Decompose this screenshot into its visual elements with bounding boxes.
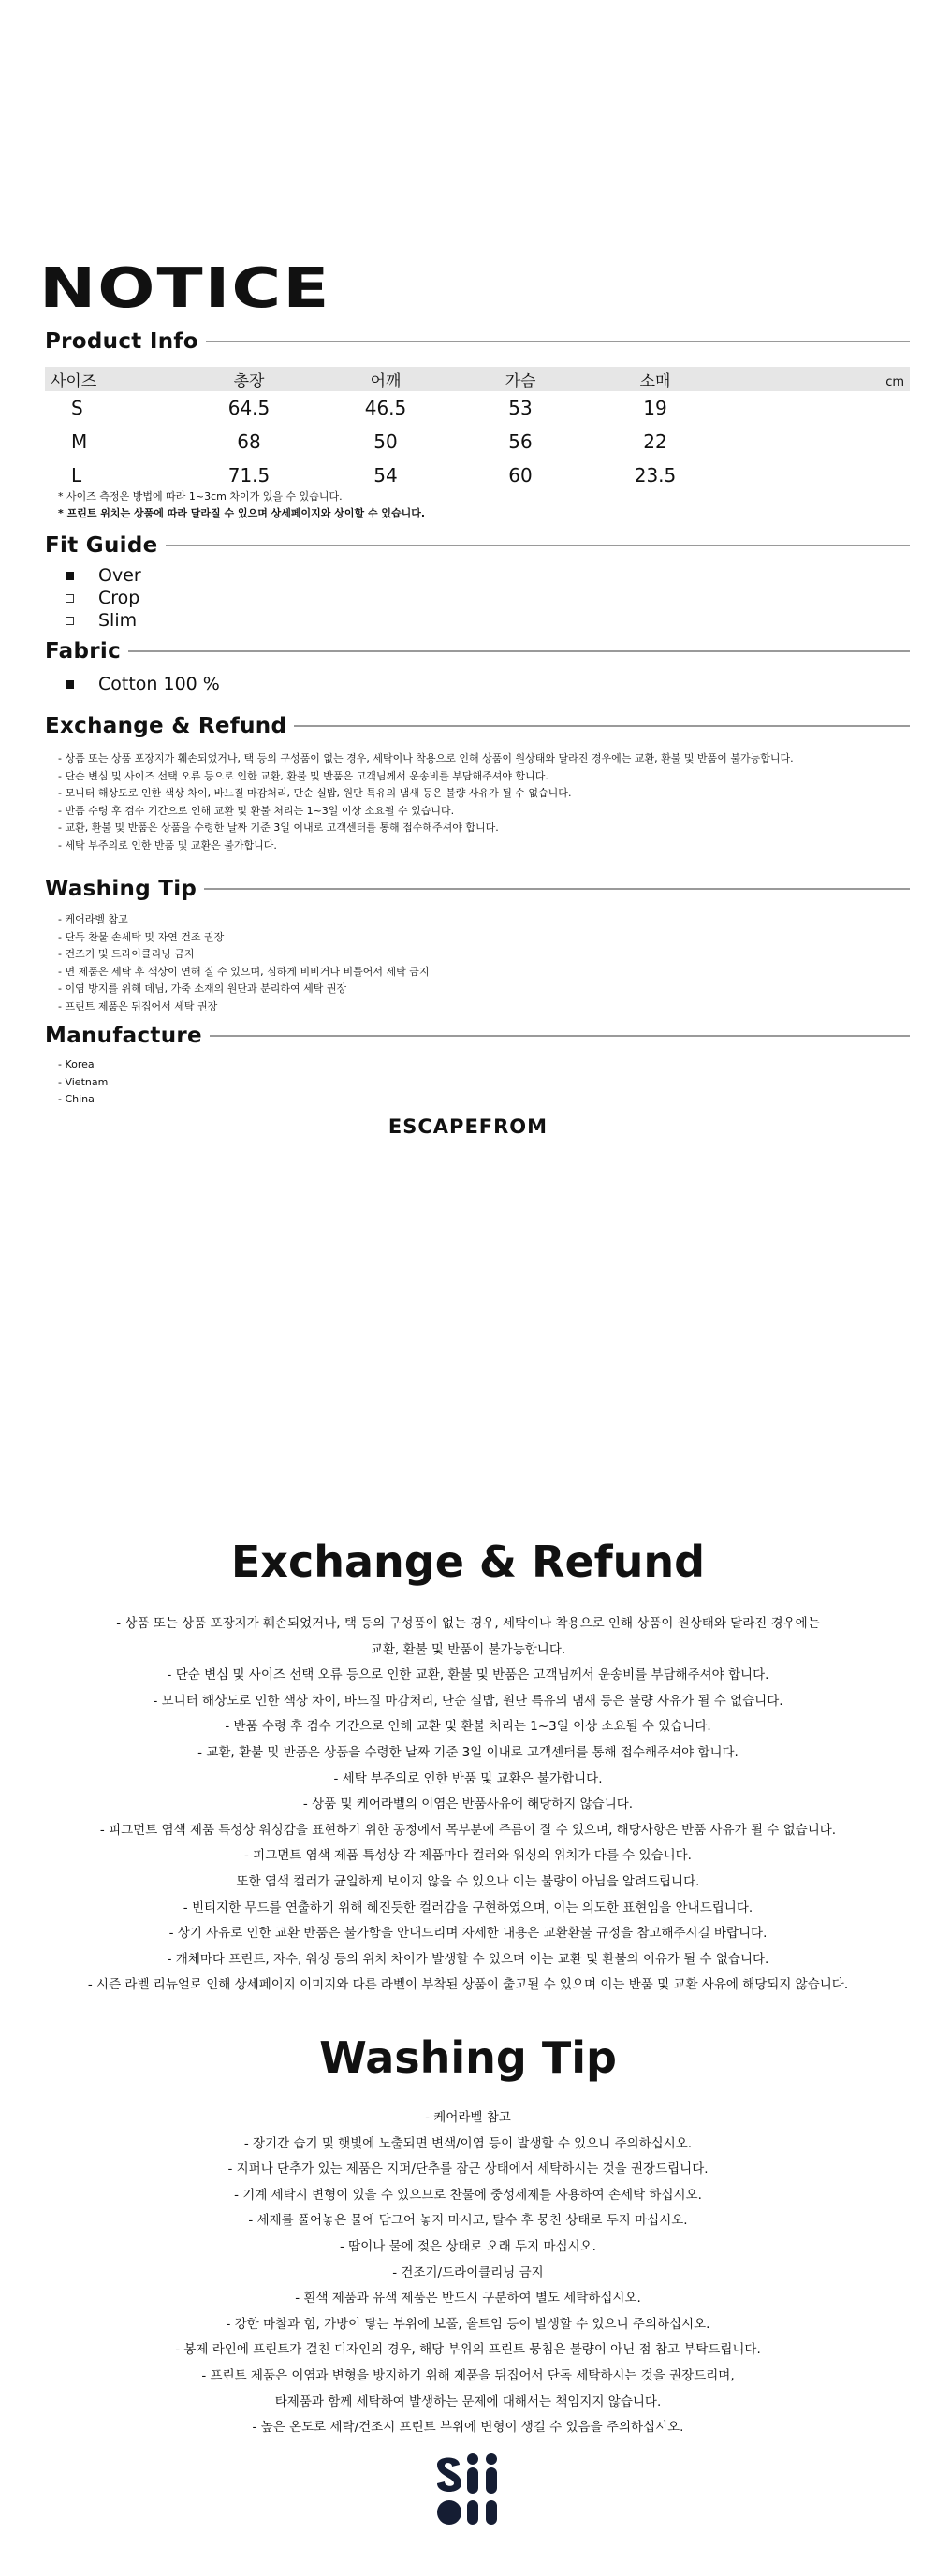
size-cell: S bbox=[71, 397, 83, 419]
fit-label: Over bbox=[98, 565, 141, 586]
checked-square-icon bbox=[66, 572, 74, 580]
list-item: - 장기간 습기 및 햇빛에 노출되면 변색/이염 등이 발생할 수 있으니 주의하십시오. bbox=[243, 2135, 693, 2151]
list-item: - 상품 또는 상품 포장지가 훼손되었거나, 택 등의 구성품이 없는 경우, 세탁이나 착용으로 인해 상품이 원상태와 달라진 경우에는 bbox=[116, 1616, 820, 1631]
size-table bbox=[45, 367, 910, 522]
list-item: - 케어라벨 참고 bbox=[58, 913, 128, 925]
exchange-list bbox=[58, 750, 794, 854]
divider bbox=[204, 888, 910, 890]
size-cell: M bbox=[71, 430, 88, 453]
unchecked-square-icon bbox=[66, 617, 74, 625]
brand-logo-icon bbox=[433, 2452, 503, 2526]
list-item: - 봉제 라인에 프린트가 걸친 디자인의 경우, 해당 부위의 프린트 뭉침은 불량이 아닌 점 참고 부탁드립니다. bbox=[175, 2342, 761, 2358]
fabric-heading bbox=[45, 639, 910, 663]
list-item: - 높은 온도로 세탁/건조시 프린트 부위에 변형이 생길 수 있음을 주의하십시오. bbox=[252, 2420, 684, 2436]
list-item: - Korea bbox=[58, 1058, 95, 1070]
list-item: - 피그먼트 염색 제품 특성상 워싱감을 표현하기 위한 공정에서 목부분에 주름이 질 수 있으며, 해당사항은 반품 사유가 될 수 없습니다. bbox=[99, 1822, 837, 1838]
size-cell: L bbox=[71, 464, 82, 487]
length-cell: 68 bbox=[237, 430, 261, 453]
list-item bbox=[66, 673, 220, 695]
list-item: - 반품 수령 후 검수 기간으로 인해 교환 및 환불 처리는 1~3일 이상 소요될 수 있습니다. bbox=[225, 1719, 711, 1735]
list-item: 또한 염색 컬러가 균일하게 보이지 않을 수 있으나 이는 불량이 아님을 알려드립니다. bbox=[236, 1873, 700, 1889]
unchecked-square-icon bbox=[66, 594, 74, 603]
chest-cell: 56 bbox=[508, 430, 533, 453]
unit-label: cm bbox=[885, 374, 904, 389]
list-item: - 시즌 라벨 리뉴얼로 인해 상세페이지 이미지와 다른 라벨이 부착된 상품이 출고될 수 있으며 이는 반품 및 교환 사유에 해당되지 않습니다. bbox=[87, 1977, 849, 1993]
list-item: - 케어라벨 참고 bbox=[425, 2110, 511, 2125]
exchange-large-title: Exchange & Refund bbox=[230, 1536, 706, 1587]
col-shoulder: 어깨 bbox=[370, 371, 402, 391]
exchange-large-list bbox=[0, 1611, 936, 1999]
list-item: 타제품과 함께 세탁하여 발생하는 문제에 대해서는 책임지지 않습니다. bbox=[274, 2394, 662, 2409]
divider bbox=[206, 341, 910, 342]
fabric-label: Cotton 100 % bbox=[98, 674, 220, 694]
list-item: - 교환, 환불 및 반품은 상품을 수령한 날짜 기준 3일 이내로 고객센터를 통해 접수해주셔야 합니다. bbox=[197, 1744, 739, 1760]
list-item: - Vietnam bbox=[58, 1075, 109, 1088]
divider bbox=[166, 545, 911, 546]
fabric-title: Fabric bbox=[45, 639, 122, 663]
list-item: - 세제를 풀어놓은 물에 담그어 놓지 마시고, 탈수 후 뭉친 상태로 두지 마십시오. bbox=[248, 2213, 688, 2229]
length-cell: 71.5 bbox=[227, 464, 271, 487]
list-item: - 단순 변심 및 사이즈 선택 오류 등으로 인한 교환, 환불 및 반품은 고객님께서 운송비를 부담해주셔야 합니다. bbox=[58, 769, 548, 782]
list-item: - 세탁 부주의로 인한 반품 및 교환은 불가합니다. bbox=[58, 838, 277, 851]
washing-list bbox=[58, 911, 429, 1015]
list-item bbox=[66, 609, 141, 632]
list-item: - 건조기/드라이클리닝 금지 bbox=[392, 2264, 544, 2280]
chest-cell: 60 bbox=[508, 464, 533, 487]
product-info-title: Product Info bbox=[45, 329, 198, 354]
list-item: - 지퍼나 단추가 있는 제품은 지퍼/단추를 잠근 상태에서 세탁하시는 것을 권장드립니다. bbox=[227, 2161, 709, 2177]
table-row bbox=[45, 458, 910, 492]
list-item: - 반품 수령 후 검수 기간으로 인해 교환 및 환불 처리는 1~3일 이상 소요될 수 있습니다. bbox=[58, 804, 455, 817]
washing-title: Washing Tip bbox=[45, 877, 197, 901]
list-item: - 개체마다 프린트, 자수, 워싱 등의 위치 차이가 발생할 수 있으며 이는 교환 및 환불의 이유가 될 수 없습니다. bbox=[167, 1951, 769, 1967]
col-length: 총장 bbox=[233, 371, 265, 391]
list-item: - 피그먼트 염색 제품 특성상 각 제품마다 컬러와 워싱의 위치가 다를 수 있습니다. bbox=[244, 1848, 692, 1864]
sleeve-cell: 23.5 bbox=[634, 464, 677, 487]
fit-guide-title: Fit Guide bbox=[45, 533, 158, 558]
shoulder-cell: 46.5 bbox=[364, 397, 407, 419]
list-item: - 빈티지한 무드를 연출하기 위해 헤진듯한 컬러감을 구현하였으며, 이는 의도한 표현임을 안내드립니다. bbox=[183, 1899, 753, 1915]
chest-cell: 53 bbox=[508, 397, 533, 419]
list-item: - 강한 마찰과 힘, 가방이 닿는 부위에 보풀, 올트임 등이 발생할 수 있으니 주의하십시오. bbox=[226, 2316, 710, 2332]
size-table-header bbox=[45, 367, 910, 391]
list-item: 교환, 환불 및 반품이 불가능합니다. bbox=[370, 1641, 566, 1657]
list-item bbox=[66, 564, 141, 587]
list-item: - 세탁 부주의로 인한 반품 및 교환은 불가합니다. bbox=[333, 1770, 603, 1786]
manufacture-title: Manufacture bbox=[45, 1024, 202, 1048]
col-size: 사이즈 bbox=[51, 371, 97, 391]
bullet-square-icon bbox=[66, 680, 74, 689]
washing-large-list bbox=[0, 2105, 936, 2441]
fit-label: Crop bbox=[98, 588, 140, 608]
list-item: - 프린트 제품은 뒤집어서 세탁 권장 bbox=[58, 999, 218, 1012]
list-item: - 단독 찬물 손세탁 및 자연 건조 권장 bbox=[58, 930, 225, 943]
list-item: - 면 제품은 세탁 후 색상이 연해 질 수 있으며, 심하게 비비거나 비틀어서 세탁 금지 bbox=[58, 965, 430, 978]
list-item: - 모니터 해상도로 인한 색상 차이, 바느질 마감처리, 단순 실밥, 원단 특유의 냄새 등은 불량 사유가 될 수 없습니다. bbox=[153, 1693, 783, 1709]
list-item bbox=[66, 587, 141, 609]
fit-guide-list bbox=[66, 564, 141, 632]
exchange-heading bbox=[45, 714, 910, 738]
size-note: * 사이즈 측정은 방법에 따라 1~3cm 차이가 있을 수 있습니다. bbox=[58, 490, 343, 502]
fabric-list bbox=[66, 673, 220, 695]
sleeve-cell: 19 bbox=[643, 397, 667, 419]
brand-name: ESCAPEFROM bbox=[388, 1115, 548, 1138]
list-item: - 상품 및 케어라벨의 이염은 반품사유에 해당하지 않습니다. bbox=[302, 1797, 634, 1812]
shoulder-cell: 54 bbox=[373, 464, 398, 487]
manufacture-list bbox=[58, 1056, 108, 1109]
divider bbox=[128, 650, 910, 652]
list-item: - 땀이나 물에 젖은 상태로 오래 두지 마십시오. bbox=[340, 2238, 596, 2254]
washing-large-title: Washing Tip bbox=[319, 2032, 617, 2083]
fit-guide-heading bbox=[45, 533, 910, 558]
table-row bbox=[45, 391, 910, 425]
fit-label: Slim bbox=[98, 610, 138, 631]
list-item: - 상기 사유로 인한 교환 반품은 불가함을 안내드리며 자세한 내용은 교환환불 규정을 참고해주시길 바랍니다. bbox=[168, 1926, 768, 1942]
divider bbox=[210, 1035, 910, 1037]
divider bbox=[294, 725, 910, 727]
sleeve-cell: 22 bbox=[643, 430, 667, 453]
manufacture-heading bbox=[45, 1024, 910, 1048]
list-item: - 이염 방지를 위해 데님, 가죽 소재의 원단과 분리하여 세탁 권장 bbox=[58, 982, 347, 995]
list-item: - 건조기 및 드라이클리닝 금지 bbox=[58, 948, 195, 960]
list-item: - 흰색 제품과 유색 제품은 반드시 구분하여 별도 세탁하십시오. bbox=[295, 2291, 641, 2307]
list-item: - 단순 변심 및 사이즈 선택 오류 등으로 인한 교환, 환불 및 반품은 고객님께서 운송비를 부담해주셔야 합니다. bbox=[167, 1667, 769, 1683]
table-row bbox=[45, 425, 910, 458]
shoulder-cell: 50 bbox=[373, 430, 398, 453]
notice-title: NOTICE bbox=[39, 255, 331, 320]
col-chest: 가슴 bbox=[505, 371, 536, 391]
list-item: - 기계 세탁시 변형이 있을 수 있으므로 찬물에 중성세제를 사용하여 손세탁 하십시오. bbox=[234, 2187, 702, 2203]
col-sleeve: 소매 bbox=[639, 371, 671, 391]
list-item: - 모니터 해상도로 인한 색상 차이, 바느질 마감처리, 단순 실밥, 원단 특유의 냄새 등은 불량 사유가 될 수 없습니다. bbox=[58, 787, 572, 799]
washing-heading bbox=[45, 877, 910, 901]
print-note: * 프린트 위치는 상품에 따라 달라질 수 있으며 상세페이지와 상이할 수 있습니다. bbox=[58, 507, 426, 519]
list-item: - China bbox=[58, 1093, 95, 1105]
list-item: - 상품 또는 상품 포장지가 훼손되었거나, 택 등의 구성품이 없는 경우, 세탁이나 착용으로 인해 상품이 원상태와 달라진 경우에는 교환, 환불 및 반품이 불가능합니다. bbox=[58, 752, 794, 764]
exchange-title: Exchange & Refund bbox=[45, 714, 287, 738]
list-item: - 교환, 환불 및 반품은 상품을 수령한 날짜 기준 3일 이내로 고객센터를 통해 접수해주셔야 합니다. bbox=[58, 822, 499, 834]
list-item: - 프린트 제품은 이염과 변형을 방지하기 위해 제품을 뒤집어서 단독 세탁하시는 것을 권장드리며, bbox=[201, 2367, 735, 2383]
product-info-heading bbox=[45, 329, 910, 354]
length-cell: 64.5 bbox=[227, 397, 271, 419]
